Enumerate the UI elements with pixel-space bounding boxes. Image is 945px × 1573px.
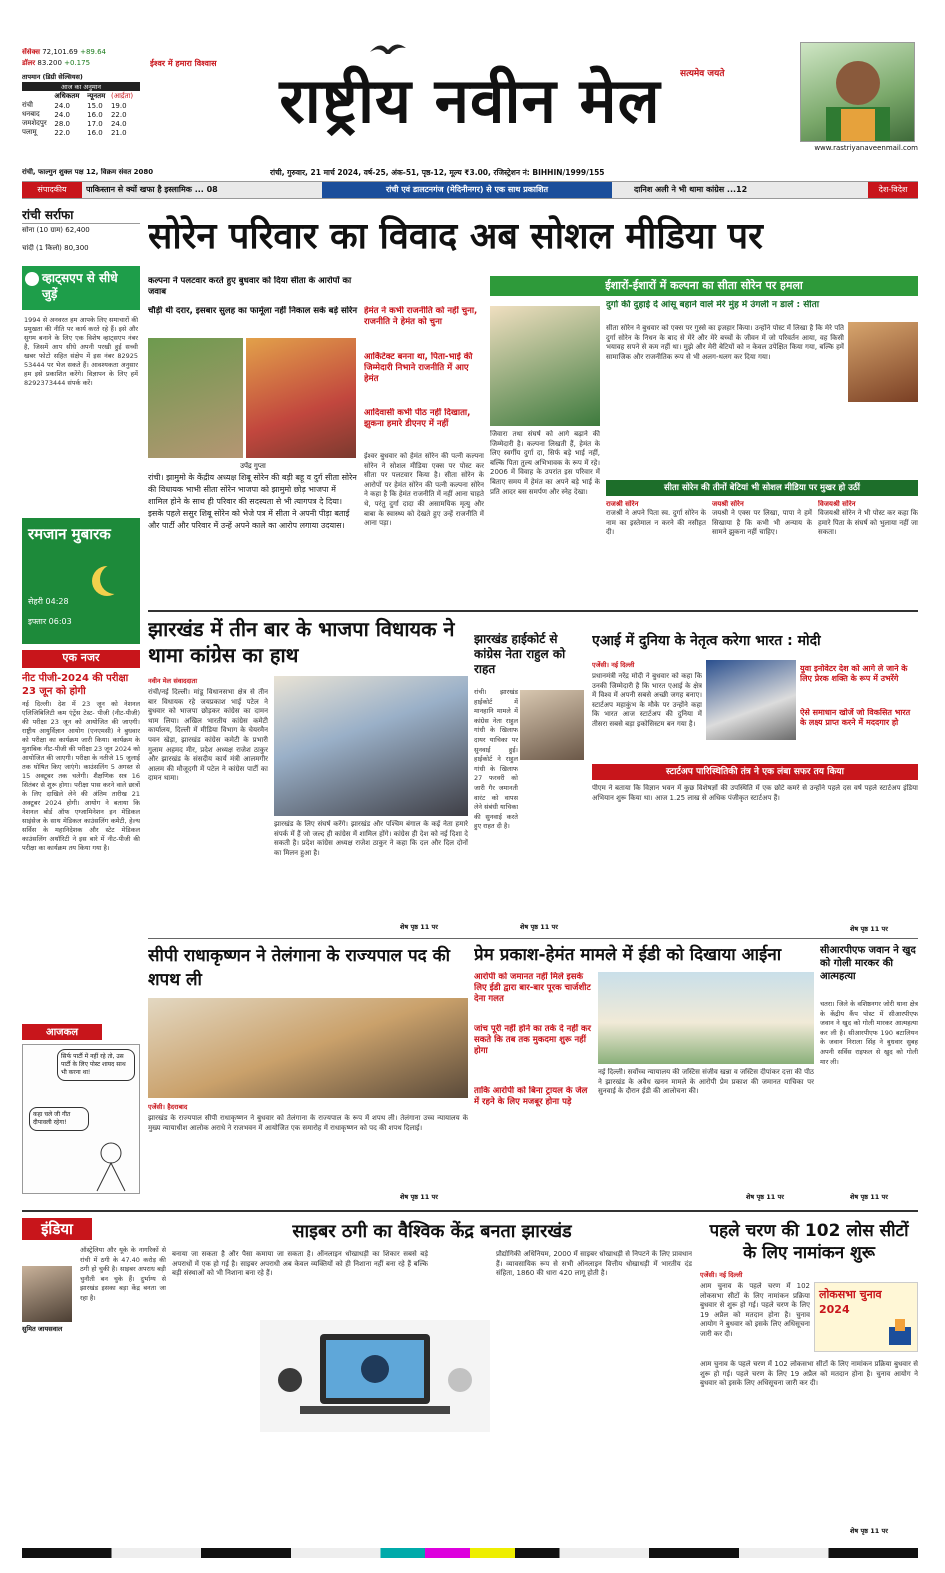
- story4-byline: एजेंसी। नई दिल्ली: [592, 661, 635, 669]
- daughter-col: [712, 500, 812, 604]
- story5-text: झारखंड के राज्यपाल सीपी राधाकृष्णन ने बुधवार को तेलंगाना के राज्यपाल के रूप में शपथ ली। तेलंगाना उच्च न्यायालय के मुख्य न्यायाधीश आलोक अराधे ने राजभवन में आयोजित एक समारोह में राधाकृष्णन को पद की शपथ दिलाई।: [148, 1114, 468, 1132]
- nomination-text2: आम चुनाव के पहले चरण में 102 लोकसभा सीटों के लिए नामांकन प्रक्रिया बुधवार से शुरू हो गई। पहले चरण के लिए 19 अप्रैल को मतदान होना है। चुनाव आयोग ने बुधवार को इसके लिए अधिसूचना जारी कर दी।: [700, 1360, 918, 1388]
- tagline-left: ईश्वर में हमारा विश्वास: [150, 59, 217, 68]
- election-logo: [814, 1282, 918, 1352]
- rahul-photo: [520, 690, 584, 760]
- court-photo: [598, 972, 814, 1064]
- election-logo-text: लोकसभा चुनाव 2024: [819, 1288, 882, 1316]
- daughter-text: जयश्री ने एक्स पर लिखा, पापा ने हमें सिखाया है कि कभी भी अन्याय के सामने झुकना नहीं चाहिए।: [712, 509, 812, 537]
- story4-pull2: ऐसे समाधान खोजें जो विकसित भारत के लक्ष्य प्राप्त करने में मददगार हो: [800, 708, 911, 727]
- editor-photo: [800, 42, 915, 142]
- w-hum: 19.0: [110, 101, 127, 110]
- crescent-icon: [100, 564, 130, 594]
- daughter-text: राजश्री ने अपने पिता स्व. दुर्गा सोरेन के नाम का इस्तेमाल न करने की नसीहत दी।: [606, 509, 706, 537]
- story6-headline: प्रेम प्रकाश-हेमंत मामले में ईडी को दिखाया आईना: [474, 945, 782, 965]
- dateline: रांची, गुरुवार, 21 मार्च 2024, वर्ष-25, अंक-51, पृष्ठ-12, मूल्य ₹3.00, रजिस्ट्रेशन नं: BIHHIN/1999/155: [270, 168, 605, 177]
- weather-title: तापमान (डिग्री सेल्सियस): [22, 73, 83, 81]
- section-strip: [22, 181, 918, 199]
- nomination-more[interactable]: शेष पृष्ठ 11 पर: [850, 1527, 888, 1535]
- daughters-banner: सीता सोरेन की तीनों बेटियां भी सोशल मीडिया पर मुखर हो उठीं: [606, 480, 918, 496]
- story4-bar-text: पीएम ने बताया कि विज्ञान भवन में कुछ विशेषज्ञों की उपस्थिति में एक छोटे कमरे से उन्होंने पहले दस वर्ष पहले स्टार्टअप इंडिया अभियान शुरू किया था। आज 1.25 लाख से अधिक पंजीकृत स्टार्टअप हैं।: [592, 784, 918, 802]
- cyber-illustration: [260, 1320, 490, 1432]
- panchang: रांची, फाल्गुन शुक्ल पक्ष 12, विक्रम संवत 2080: [22, 168, 154, 176]
- daughter-col: [818, 500, 918, 604]
- w-min: 17.0: [87, 119, 103, 128]
- strip-world[interactable]: देश-विदेश: [868, 182, 918, 198]
- modi-photo: [706, 660, 796, 740]
- dollar-label: डॉलर: [22, 59, 36, 67]
- weather-row: [22, 110, 140, 119]
- whatsapp-icon: [25, 272, 39, 286]
- iftar: इफ्तार 06:03: [28, 617, 72, 626]
- daughter-col: [606, 500, 706, 604]
- weather-row: [22, 128, 140, 137]
- lead-headline: सोरेन परिवार का विवाद अब सोशल मीडिया पर: [148, 216, 763, 257]
- story2-photo: [274, 676, 468, 816]
- nomination-byline: एजेंसी। नई दिल्ली: [700, 1271, 743, 1279]
- sensex-label: सेंसेक्स: [22, 48, 40, 56]
- dollar-change: +0.175: [64, 59, 91, 67]
- ballot-icon: [887, 1317, 913, 1347]
- story6-pull1: आरोपी को जमानत नहीं मिले इसके लिए ईडी द्वारा बार-बार पूरक चार्जशीट देना गलत: [474, 972, 591, 1004]
- daughter-name: जयश्री सोरेन: [712, 500, 744, 508]
- whatsapp-banner: [22, 266, 140, 310]
- story2-headline: झारखंड में तीन बार के भाजपा विधायक ने थामा कांग्रेस का हाथ: [148, 617, 455, 667]
- w-city: जमशेदपुर: [22, 119, 47, 127]
- weather-header: [22, 92, 140, 101]
- eknazar-label: एक नजर: [22, 650, 140, 668]
- w-min: 16.0: [87, 128, 103, 137]
- story5-headline: सीपी राधाकृष्णन ने तेलंगाना के राज्यपाल पद की शपथ ली: [148, 946, 451, 990]
- silver-price: चांदी (1 किलो) 80,300: [22, 244, 89, 252]
- daughter-name: राजश्री सोरेन: [606, 500, 639, 508]
- sita-photo: [848, 322, 918, 402]
- columnist-photo: [22, 1266, 72, 1322]
- strip-editorial[interactable]: संपादकीय: [22, 182, 82, 198]
- website: www.rastriyanaveenmail.com: [814, 144, 918, 152]
- story7-headline: सीआरपीएफ जवान ने खुद को गोली मारकर की आत्महत्या: [820, 945, 916, 982]
- neet-headline: नीट पीजी-2024 की परीक्षा 23 जून को होगी: [22, 673, 129, 697]
- w-min: 15.0: [87, 101, 103, 110]
- green-banner: ईशारों-ईशारों में कल्पना का सीता सोरेन पर हमला: [490, 276, 918, 296]
- cartoon-bubble1: सिर्फ पार्टी में नहीं रहे तो, उस पार्टी के लिए पोस्ट शायद साथ भी करना था!: [57, 1049, 135, 1081]
- wh-3: (आर्द्रता): [110, 92, 134, 100]
- india-label: इंडिया: [22, 1218, 92, 1240]
- tagline-right: सत्यमेव जयते: [680, 69, 725, 79]
- wh-1: अधिकतम: [54, 92, 80, 100]
- weather-row: [22, 119, 140, 128]
- story4-bar: स्टार्टअप पारिस्थितिकी तंत्र ने एक लंबा सफर तय किया: [592, 764, 918, 780]
- india-text: ऑस्ट्रेलिया और यूके के नागरिकों से रांची में ठगी के 47.40 करोड़ की ठगी हो चुकी है। साइबर अपराध बड़ी चुनौती बन चुके हैं। दुर्भाग्य से झारखंड इसका बड़ा केंद्र बनता जा रहा है।: [80, 1246, 166, 1302]
- dollar-value: 83.200: [37, 59, 62, 67]
- divider: [148, 610, 918, 612]
- lead-text3: जिवारा तथा संघर्ष को आगे बढ़ाने की जिम्मेदारी है। कल्पना लिखती हैं, हेमंत के लिए स्वर्गीय दुर्गा दा, सिर्फ बड़े भाई नहीं, बल्कि पिता तुल्य अभिभावक के रूप में रहे। 2006 में विवाह के उपरांत इस परिवार में बिताए समय में हेमंत का अपने बड़े भाई के प्रति आदर बस समर्पण और स्नेह देखा।: [490, 430, 600, 496]
- bird-icon: [368, 38, 408, 62]
- w-city: धनबाद: [22, 110, 40, 118]
- story5-byline: एजेंसी। हैदराबाद: [148, 1103, 188, 1111]
- strip-item1[interactable]: पाकिस्तान से क्यों खफा है इस्लामिक ... 08: [86, 185, 218, 194]
- lead-photo-kalpana: [148, 338, 243, 458]
- story5-photo: [148, 998, 468, 1098]
- cartoon-figure: [83, 1141, 139, 1193]
- sehri: सेहरी 04:28: [28, 597, 69, 606]
- market-box: [22, 48, 140, 164]
- sensex-change: +89.64: [80, 48, 106, 56]
- quote-headline: दुर्गा की दुहाई दे आंसू बहाने वाले मेरे मुंह में उंगली न डालें : सीता: [606, 300, 820, 310]
- story7-text: चतरा। जिले के वशिष्ठनगर जोरी थाना क्षेत्र के केंद्रीय कैंप पोस्ट में सीआरपीएफ जवान ने खुद को गोली मारकर आत्महत्या कर ली है। सीआरपीएफ 190 बटालियन के जवान निराला सिंह ने बुधवार सुबह अपनी सर्विस राइफल से खुद को गोली मार ली।: [820, 1000, 918, 1066]
- cartoon-bubble2: कहा चले जी गीत दीपावली रहेगा!: [29, 1107, 89, 1131]
- sarafa-title: रांची सर्राफा: [22, 206, 140, 224]
- story4-headline: एआई में दुनिया के नेतृत्व करेगा भारत : मोदी: [592, 633, 821, 649]
- india-text3: प्रौद्योगिकी अधिनियम, 2000 में साइबर धोखाधड़ी से निपटने के लिए प्रावधान हैं। व्यावसायिक रूप से सभी ऑनलाइन वित्तीय धोखाधड़ी में भारतीय दंड संहिता, 1860 की धारा 420 लागू होती है।: [496, 1250, 692, 1278]
- dollar-row: [22, 59, 140, 70]
- weather-sub: आज का अनुमान: [22, 82, 140, 91]
- w-max: 22.0: [54, 128, 70, 137]
- lead-bullet2: चौड़ी थी दरार, इसबार सुलह का फार्मूला नहीं निकाल सके बड़े सोरेन: [148, 306, 358, 316]
- w-min: 16.0: [87, 110, 103, 119]
- lead-text2: ईश्वर बुधवार को हेमंत सोरेन की पत्नी कल्पना सोरेन ने सोशल मीडिया एक्स पर पोस्ट कर सीता पर पलटवार किया है। सीता सोरेन के आरोपों पर हेमंत सोरेन की पत्नी कल्पना सोरेन ने कहा है कि हेमंत राजनीति में नहीं आना चाहते थे, परंतु दुर्गा दादा की असामयिक मृत्यु और बाबा के स्वास्थ्य को देखते हुए उन्हें राजनीति में आना पड़ा।: [364, 452, 484, 528]
- nomination-text: आम चुनाव के पहले चरण में 102 लोकसभा सीटों के लिए नामांकन प्रक्रिया बुधवार से शुरू हो गई। पहले चरण के लिए 19 अप्रैल को मतदान होना है। चुनाव आयोग ने बुधवार को इसके लिए अधिसूचना जारी कर दी।: [700, 1282, 810, 1338]
- story4-text: प्रधानमंत्री नरेंद्र मोदी ने बुधवार को कहा कि उनकी जिम्मेदारी है कि भारत एआई के क्षेत्र में विश्व में अपनी सबसे अच्छी जगह बनाए। स्टार्टअप महाकुंभ के मौके पर उन्होंने कहा कि भारत आज स्टार्टअप की दुनिया में तीसरा सबसे बड़ा इकोसिस्टम बन गया है।: [592, 672, 702, 728]
- w-hum: 22.0: [110, 110, 127, 119]
- story6-more[interactable]: शेष पृष्ठ 11 पर: [746, 1193, 784, 1201]
- story2-byline: नवीन मेल संवाददाता: [148, 677, 197, 685]
- cartoon: [22, 1044, 140, 1194]
- story4-pull1: युवा इनोवेटर देश को आगे ले जाने के लिए प्रेरक शक्ति के रूप में उभरेंगे: [800, 664, 908, 683]
- w-city: रांची: [22, 101, 33, 109]
- story7-more[interactable]: शेष पृष्ठ 11 पर: [850, 1193, 888, 1201]
- aajkal-label: आजकल: [22, 1024, 102, 1040]
- lead-bullet1: कल्पना ने पलटवार करते हुए बुधवार को दिया सीता के आरोपों का जवाब: [148, 276, 352, 297]
- sub-headline3: आदिवासी कभी पीठ नहीं दिखाता, झुकना हमारे डीएनए में नहीं: [364, 408, 471, 429]
- neet-text: नई दिल्ली। देश में 23 जून को नेशनल एलिजिबिलिटी कम एंट्रेंस टेस्ट- पीजी (नीट-पीजी) की परीक्षा 23 जून को आयोजित की जाएगी। राष्ट्रीय आयुर्विज्ञान आयोग (एनएमसी) ने बुधवार को परीक्षा का कार्यक्रम जारी किया। कार्यक्रम के मुताबिक नीट-पीजी की परीक्षा 23 जून 2024 को आयोजित की जाएगी। परीक्षा के नतीजे 15 जुलाई तक घोषित किए जाएंगे। काउंसलिंग 5 अगस्त से 15 अक्टूबर तक चलेगी। शैक्षणिक सत्र 16 सितंबर से शुरू होगा। परीक्षा पास करने वाले छात्रों के लिए दाखिले लेने की अंतिम तारीख 21 अक्टूबर 2024 होगी। आयोग ने बताया कि नेशनल बोर्ड ऑफ एग्जामिनेशन इन मेडिकल साइंसेज के साथ मेडिकल काउंसलिंग कमेटी, हेल्थ सर्विस के महानिदेशक और स्टेट मेडिकल काउंसलिंग अथॉरिटी ने इस बारे में नीट-पीजी की परीक्षा का कार्यक्रम तय किया गया है।: [22, 700, 140, 852]
- story3-text: रांची। झारखंड हाईकोर्ट में मानहानि मामले में कांग्रेस नेता राहुल गांधी के खिलाफ दायर याचिका पर सुनवाई हुई। हाईकोर्ट ने राहुल गांधी के खिलाफ 27 फरवरी को जारी गैर जमानती वारंट को वापस लेने संबंधी याचिका की सुनवाई करते हुए राहत दी है।: [474, 688, 518, 831]
- w-hum: 21.0: [110, 128, 127, 137]
- strip-item2[interactable]: दानिश अली ने भी थामा कांग्रेस ...12: [634, 185, 748, 194]
- w-max: 24.0: [54, 110, 70, 119]
- ramzan-box: [22, 518, 140, 644]
- whatsapp-label: व्हाट्सएप से सीधे जुड़ें: [42, 271, 118, 301]
- story6-pull2: जांच पूरी नहीं होने का तर्क दे नहीं कर सकते कि तब तक मुकदमा शुरू नहीं होगा: [474, 1024, 592, 1056]
- masthead-title: राष्ट्रीय नवीन मेल: [279, 64, 661, 137]
- weather-row: [22, 101, 140, 110]
- story3-headline: झारखंड हाईकोर्ट से कांग्रेस नेता राहुल को राहत: [474, 632, 566, 676]
- w-city: पलामू: [22, 128, 37, 136]
- story2-text: रांची/नई दिल्ली। मांडू विधानसभा क्षेत्र से तीन बार विधायक रहे जयप्रकाश भाई पटेल ने बुधवार को भाजपा छोड़कर कांग्रेस का दामन थाम लिया। अखिल भारतीय कांग्रेस कमेटी कार्यालय, दिल्ली में मीडिया विभाग के चेयरमैन पवन खेड़ा, झारखंड कांग्रेस कमेटी के प्रभारी गुलाम अहमद मीर, प्रदेश अध्यक्ष राजेश ठाकुर और झारखंड के संसदीय कार्य मंत्री आलमगीर आलम की मौजूदगी में पटेल ने कांग्रेस पार्टी का दामन थामा।: [148, 688, 268, 783]
- sensex-row: [22, 48, 140, 59]
- wh-0: [22, 92, 54, 101]
- weather-table: [22, 92, 140, 137]
- daughter-name: विजयश्री सोरेन: [818, 500, 856, 508]
- wh-2: न्यूनतम: [87, 92, 106, 100]
- strip-center: रांची एवं डालटनगंज (मेदिनीनगर) से एक साथ प्रकाशित: [322, 182, 612, 198]
- quote-text: सीता सोरेन ने बुधवार को एक्स पर गुस्से का इजहार किया। उन्होंने पोस्ट में लिखा है कि मेरे पति दुर्गा सोरेन के निधन के बाद से मेरे और मेरे बच्चों के जीवन में जो परिवर्तन आया, वह किसी भयावह सपने से कम नहीं था। मुझे और मेरी बेटियों को न केवल उपेक्षित किया गया, बल्कि हमें सामाजिक और राजनीतिक रूप से भी अलग-थलग कर दिया गया।: [606, 324, 844, 361]
- w-max: 28.0: [54, 119, 70, 128]
- story6-text: नई दिल्ली। सर्वोच्च न्यायालय की जस्टिस संजीव खन्ना व जस्टिस दीपांकर दत्ता की पीठ ने झारखंड के अवैध खनन मामले के आरोपी प्रेम प्रकाश की जमानत याचिका पर सुनवाई के दौरान ईडी की आलोचना की।: [598, 1068, 814, 1096]
- whatsapp-text: 1994 से अनवरत हम आपके लिए समाचारों की प्रमुखता की नीति पर कार्य करते रहे हैं। इसे और सुगम बनाने के लिए एक विशेष व्हाट्सएप नंबर है, जिसमें आप सीधे अपनी परखी हुई सच्ची खबर फोटो सहित संक्षेप में इस नंबर 82925 53444 पर भेज सकते हैं। आवश्यकता अनुसार हम इसे प्रकाशित करेंगे। विज्ञापन के लिए हमें 8292373444 संपर्क करें।: [24, 316, 138, 387]
- w-hum: 24.0: [110, 119, 127, 128]
- daughter-text: विजयश्री सोरेन ने भी पोस्ट कर कहा कि हमारे पिता के संघर्ष को भुलाया नहीं जा सकता।: [818, 509, 918, 537]
- india-text2: बनाया जा सकता है और पैसा कमाया जा सकता है। ऑनलाइन धोखाधड़ी का शिकार सबसे बड़े अपराधों में एक हो गई है। साइबर अपराधी अब केवल व्यक्तियों को ही निशाना नहीं बना रहे हैं बल्कि बड़ी संस्थाओं को भी निशाना बना रहे हैं।: [172, 1250, 428, 1278]
- story5-more[interactable]: शेष पृष्ठ 11 पर: [400, 1193, 438, 1201]
- kalpana-photo: [490, 306, 600, 426]
- sensex-value: 72,101.69: [42, 48, 78, 56]
- story2-more[interactable]: शेष पृष्ठ 11 पर: [400, 923, 438, 931]
- sub-headline2: आर्किटेक्ट बनना था, पिता-भाई की जिम्मेदारी निभाने राजनीति में आए हेमंत: [364, 352, 473, 384]
- columnist-name: सुमित जायसवाल: [22, 1325, 63, 1333]
- color-registration-bar: [22, 1548, 918, 1558]
- gold-price: सोना (10 ग्राम) 62,400: [22, 226, 90, 234]
- lead-photo-sita: [246, 338, 356, 458]
- w-max: 24.0: [54, 101, 70, 110]
- ramzan-title: रमजान मुबारक: [28, 525, 111, 543]
- lead-text1: रांची। झामुमो के केंद्रीय अध्यक्ष शिबू सोरेन की बड़ी बहू व दुर्ग सीता सोरेन की विधायक भाभी सीता सोरेन भाजपा को झामुमो छोड़ भाजपा में शामिल होने के साथ ही परिवार की सदस्यता से भी त्यागपत्र दे दिया। इसके पहले ससुर शिबू सोरेन को भेजे पत्र में सीता ने अपनी पीड़ा बताई और पार्टी और परिवार में उन्हें अपने काले का आरोप लगाया उदयास।: [148, 473, 357, 530]
- divider: [148, 938, 918, 939]
- nomination-headline: पहले चरण की 102 लोस सीटों के लिए नामांकन शुरू: [709, 1221, 909, 1263]
- india-headline: साइबर ठगी का वैश्विक केंद्र बनता झारखंड: [292, 1221, 572, 1242]
- story4-more[interactable]: शेष पृष्ठ 11 पर: [850, 925, 888, 933]
- lead-byline: उपेंद्र गुप्ता: [240, 462, 266, 470]
- sub-headline1: हेमंत ने कभी राजनीति को नहीं चुना, राजनीति ने हेमंत को चुना: [364, 306, 478, 327]
- divider: [22, 1210, 918, 1212]
- story6-pull3: ताकि आरोपी को बिना ट्रायल के जेल में रहने के लिए मजबूर होना पड़े: [474, 1086, 588, 1107]
- story3-more[interactable]: शेष पृष्ठ 11 पर: [520, 923, 558, 931]
- story2-text2: झारखंड के लिए संघर्ष करेंगे। झारखंड और पश्चिम बंगाल के कई नेता हमारे संपर्क में हैं जो जल्द ही कांग्रेस में शामिल होंगे। कांग्रेस ही देश को नई दिशा दे सकती है। प्रदेश कांग्रेस अध्यक्ष राजेश ठाकुर ने कहा कि दल और दिल दोनों का मिलन हुआ है।: [274, 820, 468, 857]
